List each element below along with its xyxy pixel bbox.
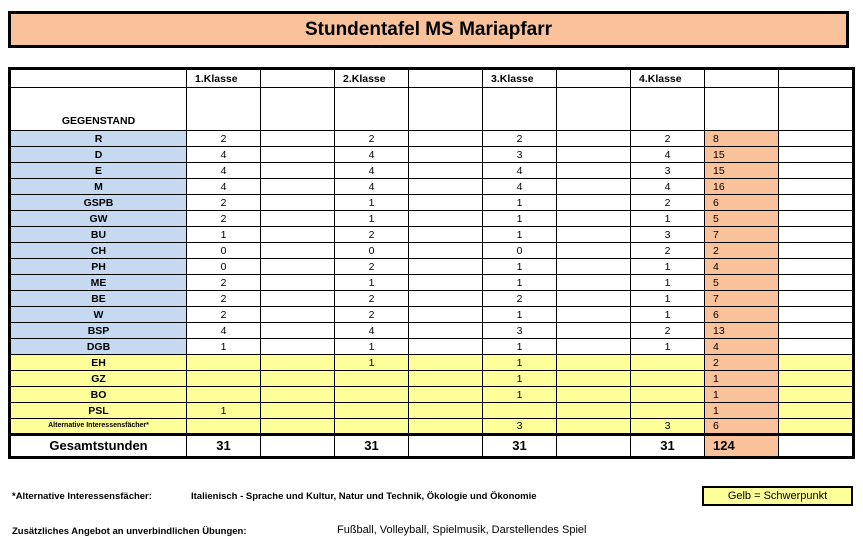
- spacer-cell: [557, 387, 631, 403]
- hours-cell: 2: [187, 275, 261, 291]
- sum-cell: 13: [705, 323, 779, 339]
- hours-cell: 1: [631, 275, 705, 291]
- hours-cell: [187, 355, 261, 371]
- hours-cell: 4: [335, 163, 409, 179]
- hours-cell: 1: [187, 403, 261, 419]
- hours-cell: 4: [187, 147, 261, 163]
- sum-cell: 5: [705, 211, 779, 227]
- hours-cell: 1: [483, 275, 557, 291]
- hours-cell: 1: [631, 291, 705, 307]
- hours-cell: 2: [187, 131, 261, 147]
- subject-column-header: GEGENSTAND: [10, 88, 187, 131]
- sum-cell: 15: [705, 163, 779, 179]
- sum-cell: 2: [705, 243, 779, 259]
- sum-cell: 4: [705, 259, 779, 275]
- subject-header-row: [10, 88, 854, 131]
- spacer-cell: [779, 211, 854, 227]
- hours-cell: 3: [483, 419, 557, 435]
- hours-cell: 1: [483, 307, 557, 323]
- sum-cell: 6: [705, 419, 779, 435]
- spacer-cell: [779, 387, 854, 403]
- sum-cell: 1: [705, 403, 779, 419]
- spacer-cell: [409, 163, 483, 179]
- spacer-cell: [409, 371, 483, 387]
- spacer-cell: [779, 275, 854, 291]
- hours-cell: 2: [187, 291, 261, 307]
- spacer-cell: [557, 227, 631, 243]
- table-row: [10, 355, 854, 371]
- hours-cell: 1: [335, 275, 409, 291]
- hours-cell: 1: [187, 339, 261, 355]
- spacer-cell: [261, 163, 335, 179]
- table-row: [10, 259, 854, 275]
- hours-cell: 0: [483, 243, 557, 259]
- spacer-cell: [779, 243, 854, 259]
- spacer-cell: [409, 307, 483, 323]
- spacer-cell: [557, 307, 631, 323]
- class-header-2: 2.Klasse: [335, 69, 409, 88]
- spacer-cell: [261, 195, 335, 211]
- spacer-cell: [409, 227, 483, 243]
- spacer-cell: [557, 419, 631, 435]
- spacer-cell: [409, 275, 483, 291]
- total-cell: 31: [187, 435, 261, 458]
- subject-cell: EH: [10, 355, 187, 371]
- hours-cell: 4: [483, 163, 557, 179]
- hours-cell: [335, 403, 409, 419]
- spacer-cell: [779, 371, 854, 387]
- spacer-cell: [557, 195, 631, 211]
- sum-cell: 6: [705, 307, 779, 323]
- hours-cell: 3: [483, 323, 557, 339]
- spacer-cell: [261, 275, 335, 291]
- spacer-cell: [779, 307, 854, 323]
- hours-cell: [335, 387, 409, 403]
- spacer-cell: [779, 179, 854, 195]
- subject-cell: ME: [10, 275, 187, 291]
- class-header-1: 1.Klasse: [187, 69, 261, 88]
- spacer-cell: [409, 355, 483, 371]
- class-header-4: 4.Klasse: [631, 69, 705, 88]
- subject-cell: CH: [10, 243, 187, 259]
- table-row: [10, 179, 854, 195]
- legend-box: Gelb = Schwerpunkt: [702, 486, 853, 506]
- hours-cell: 3: [631, 419, 705, 435]
- hours-cell: 1: [631, 259, 705, 275]
- table-row: [10, 387, 854, 403]
- hours-cell: 1: [483, 211, 557, 227]
- spacer-cell: [557, 163, 631, 179]
- hours-cell: 4: [335, 179, 409, 195]
- spacer-cell: [779, 435, 854, 458]
- spacer-cell: [409, 323, 483, 339]
- subject-cell: PSL: [10, 403, 187, 419]
- spacer-cell: [261, 147, 335, 163]
- spacer-cell: [779, 291, 854, 307]
- extra-offer-text: Fußball, Volleyball, Spielmusik, Darstellendes Spiel: [337, 524, 587, 536]
- spacer-cell: [261, 355, 335, 371]
- total-cell: 31: [335, 435, 409, 458]
- hours-cell: 2: [483, 291, 557, 307]
- hours-cell: 2: [335, 131, 409, 147]
- spacer-cell: [261, 307, 335, 323]
- spacer-cell: [261, 259, 335, 275]
- hours-cell: 4: [631, 179, 705, 195]
- subject-cell: BE: [10, 291, 187, 307]
- spacer-cell: [779, 259, 854, 275]
- subject-cell: M: [10, 179, 187, 195]
- hours-cell: 3: [631, 163, 705, 179]
- sum-cell: 15: [705, 147, 779, 163]
- spacer-cell: [557, 243, 631, 259]
- spacer-cell: [261, 291, 335, 307]
- spacer-cell: [557, 339, 631, 355]
- total-cell: 31: [631, 435, 705, 458]
- spacer-cell: [779, 419, 854, 435]
- spacer-cell: [409, 243, 483, 259]
- total-label: Gesamtstunden: [10, 435, 187, 458]
- hours-cell: [187, 387, 261, 403]
- hours-cell: 1: [335, 195, 409, 211]
- hours-cell: 2: [187, 195, 261, 211]
- subject-cell: D: [10, 147, 187, 163]
- spacer-cell: [261, 339, 335, 355]
- spacer-cell: [779, 339, 854, 355]
- table-row: [10, 211, 854, 227]
- hours-cell: 1: [335, 339, 409, 355]
- hours-cell: [631, 355, 705, 371]
- spacer-cell: [409, 291, 483, 307]
- subject-cell: GW: [10, 211, 187, 227]
- sum-cell: 7: [705, 291, 779, 307]
- hours-cell: 2: [631, 195, 705, 211]
- spacer-cell: [409, 387, 483, 403]
- table-row: [10, 291, 854, 307]
- table-row: [10, 131, 854, 147]
- sum-cell: 6: [705, 195, 779, 211]
- hours-cell: [631, 371, 705, 387]
- spacer-cell: [409, 435, 483, 458]
- hours-cell: 1: [483, 371, 557, 387]
- table-row: [10, 339, 854, 355]
- page-title: Stundentafel MS Mariapfarr: [8, 11, 849, 48]
- spacer-cell: [261, 403, 335, 419]
- spacer-cell: [409, 403, 483, 419]
- total-sum-cell: 124: [705, 435, 779, 458]
- header-row: [10, 69, 854, 88]
- sum-cell: 7: [705, 227, 779, 243]
- spacer-cell: [261, 179, 335, 195]
- hours-cell: 2: [631, 131, 705, 147]
- hours-cell: 2: [631, 243, 705, 259]
- subject-cell: DGB: [10, 339, 187, 355]
- spacer-cell: [557, 147, 631, 163]
- hours-cell: 2: [187, 307, 261, 323]
- spacer-cell: [261, 419, 335, 435]
- total-cell: 31: [483, 435, 557, 458]
- table-row: [10, 227, 854, 243]
- spacer-cell: [261, 435, 335, 458]
- table-row: [10, 307, 854, 323]
- spacer-cell: [409, 147, 483, 163]
- hours-cell: 2: [335, 259, 409, 275]
- spacer-cell: [557, 259, 631, 275]
- spacer-cell: [261, 227, 335, 243]
- sum-cell: 5: [705, 275, 779, 291]
- spacer-cell: [557, 211, 631, 227]
- subject-cell: W: [10, 307, 187, 323]
- subject-cell: BU: [10, 227, 187, 243]
- sum-cell: 1: [705, 371, 779, 387]
- spacer-cell: [779, 323, 854, 339]
- spacer-cell: [261, 211, 335, 227]
- hours-cell: 0: [187, 243, 261, 259]
- spacer-cell: [779, 163, 854, 179]
- hours-cell: 4: [631, 147, 705, 163]
- table-row: [10, 371, 854, 387]
- hours-cell: 1: [483, 339, 557, 355]
- table-row: [10, 419, 854, 435]
- subject-cell: PH: [10, 259, 187, 275]
- spacer-cell: [557, 435, 631, 458]
- footnote-label: *Alternative Interessensfächer:: [12, 491, 152, 502]
- sum-cell: 2: [705, 355, 779, 371]
- spacer-cell: [779, 403, 854, 419]
- empty-header-cell: [10, 69, 187, 88]
- hours-cell: [335, 419, 409, 435]
- hours-cell: 1: [335, 211, 409, 227]
- hours-cell: 4: [335, 147, 409, 163]
- spacer-cell: [779, 131, 854, 147]
- hours-cell: 0: [335, 243, 409, 259]
- hours-cell: 4: [187, 163, 261, 179]
- extra-offer-label: Zusätzliches Angebot an unverbindlichen Übungen:: [12, 526, 247, 537]
- spacer-cell: [779, 227, 854, 243]
- subject-cell: BO: [10, 387, 187, 403]
- hours-cell: 1: [631, 307, 705, 323]
- spacer-cell: [409, 211, 483, 227]
- hours-cell: 1: [483, 387, 557, 403]
- spacer-cell: [557, 179, 631, 195]
- sum-cell: 4: [705, 339, 779, 355]
- table-row: [10, 275, 854, 291]
- table-row: [10, 195, 854, 211]
- spacer-cell: [409, 131, 483, 147]
- spacer-cell: [779, 147, 854, 163]
- spacer-cell: [261, 371, 335, 387]
- hours-cell: 3: [631, 227, 705, 243]
- spacer-cell: [557, 323, 631, 339]
- subject-cell: Alternative Interessensfächer*: [10, 419, 187, 435]
- hours-cell: [631, 387, 705, 403]
- subject-cell: BSP: [10, 323, 187, 339]
- hours-cell: 1: [483, 355, 557, 371]
- spacer-cell: [409, 339, 483, 355]
- spacer-cell: [261, 243, 335, 259]
- spacer-cell: [261, 387, 335, 403]
- footnote-text: Italienisch - Sprache und Kultur, Natur und Technik, Ökologie und Ökonomie: [191, 491, 537, 502]
- hours-cell: 2: [335, 291, 409, 307]
- hours-cell: 0: [187, 259, 261, 275]
- hours-cell: [483, 403, 557, 419]
- timetable: [8, 67, 855, 459]
- class-header-3: 3.Klasse: [483, 69, 557, 88]
- spacer-cell: [557, 131, 631, 147]
- hours-cell: 1: [483, 195, 557, 211]
- sum-cell: 16: [705, 179, 779, 195]
- spacer-cell: [557, 355, 631, 371]
- hours-cell: 2: [335, 227, 409, 243]
- hours-cell: 4: [483, 179, 557, 195]
- table-row: [10, 403, 854, 419]
- spacer-cell: [557, 291, 631, 307]
- hours-cell: 1: [631, 339, 705, 355]
- hours-cell: 2: [335, 307, 409, 323]
- spacer-cell: [557, 275, 631, 291]
- total-row: [10, 435, 854, 458]
- table-row: [10, 323, 854, 339]
- subject-cell: GSPB: [10, 195, 187, 211]
- hours-cell: [187, 371, 261, 387]
- table-row: [10, 163, 854, 179]
- subject-cell: R: [10, 131, 187, 147]
- spacer-cell: [261, 323, 335, 339]
- spacer-cell: [557, 371, 631, 387]
- spacer-cell: [779, 195, 854, 211]
- hours-cell: [335, 371, 409, 387]
- spacer-cell: [409, 419, 483, 435]
- spacer-cell: [409, 179, 483, 195]
- hours-cell: [631, 403, 705, 419]
- spacer-cell: [409, 195, 483, 211]
- hours-cell: 4: [187, 323, 261, 339]
- spacer-cell: [557, 403, 631, 419]
- subject-cell: GZ: [10, 371, 187, 387]
- subject-cell: E: [10, 163, 187, 179]
- table-row: [10, 243, 854, 259]
- hours-cell: 1: [631, 211, 705, 227]
- hours-cell: [187, 419, 261, 435]
- hours-cell: 1: [483, 227, 557, 243]
- spacer-cell: [261, 131, 335, 147]
- sum-cell: 1: [705, 387, 779, 403]
- table-row: [10, 147, 854, 163]
- sum-cell: 8: [705, 131, 779, 147]
- hours-cell: 3: [483, 147, 557, 163]
- hours-cell: 2: [483, 131, 557, 147]
- hours-cell: 1: [483, 259, 557, 275]
- spacer-cell: [779, 355, 854, 371]
- hours-cell: 1: [187, 227, 261, 243]
- hours-cell: 4: [187, 179, 261, 195]
- hours-cell: 2: [631, 323, 705, 339]
- hours-cell: 2: [187, 211, 261, 227]
- hours-cell: 1: [335, 355, 409, 371]
- spacer-cell: [409, 259, 483, 275]
- hours-cell: 4: [335, 323, 409, 339]
